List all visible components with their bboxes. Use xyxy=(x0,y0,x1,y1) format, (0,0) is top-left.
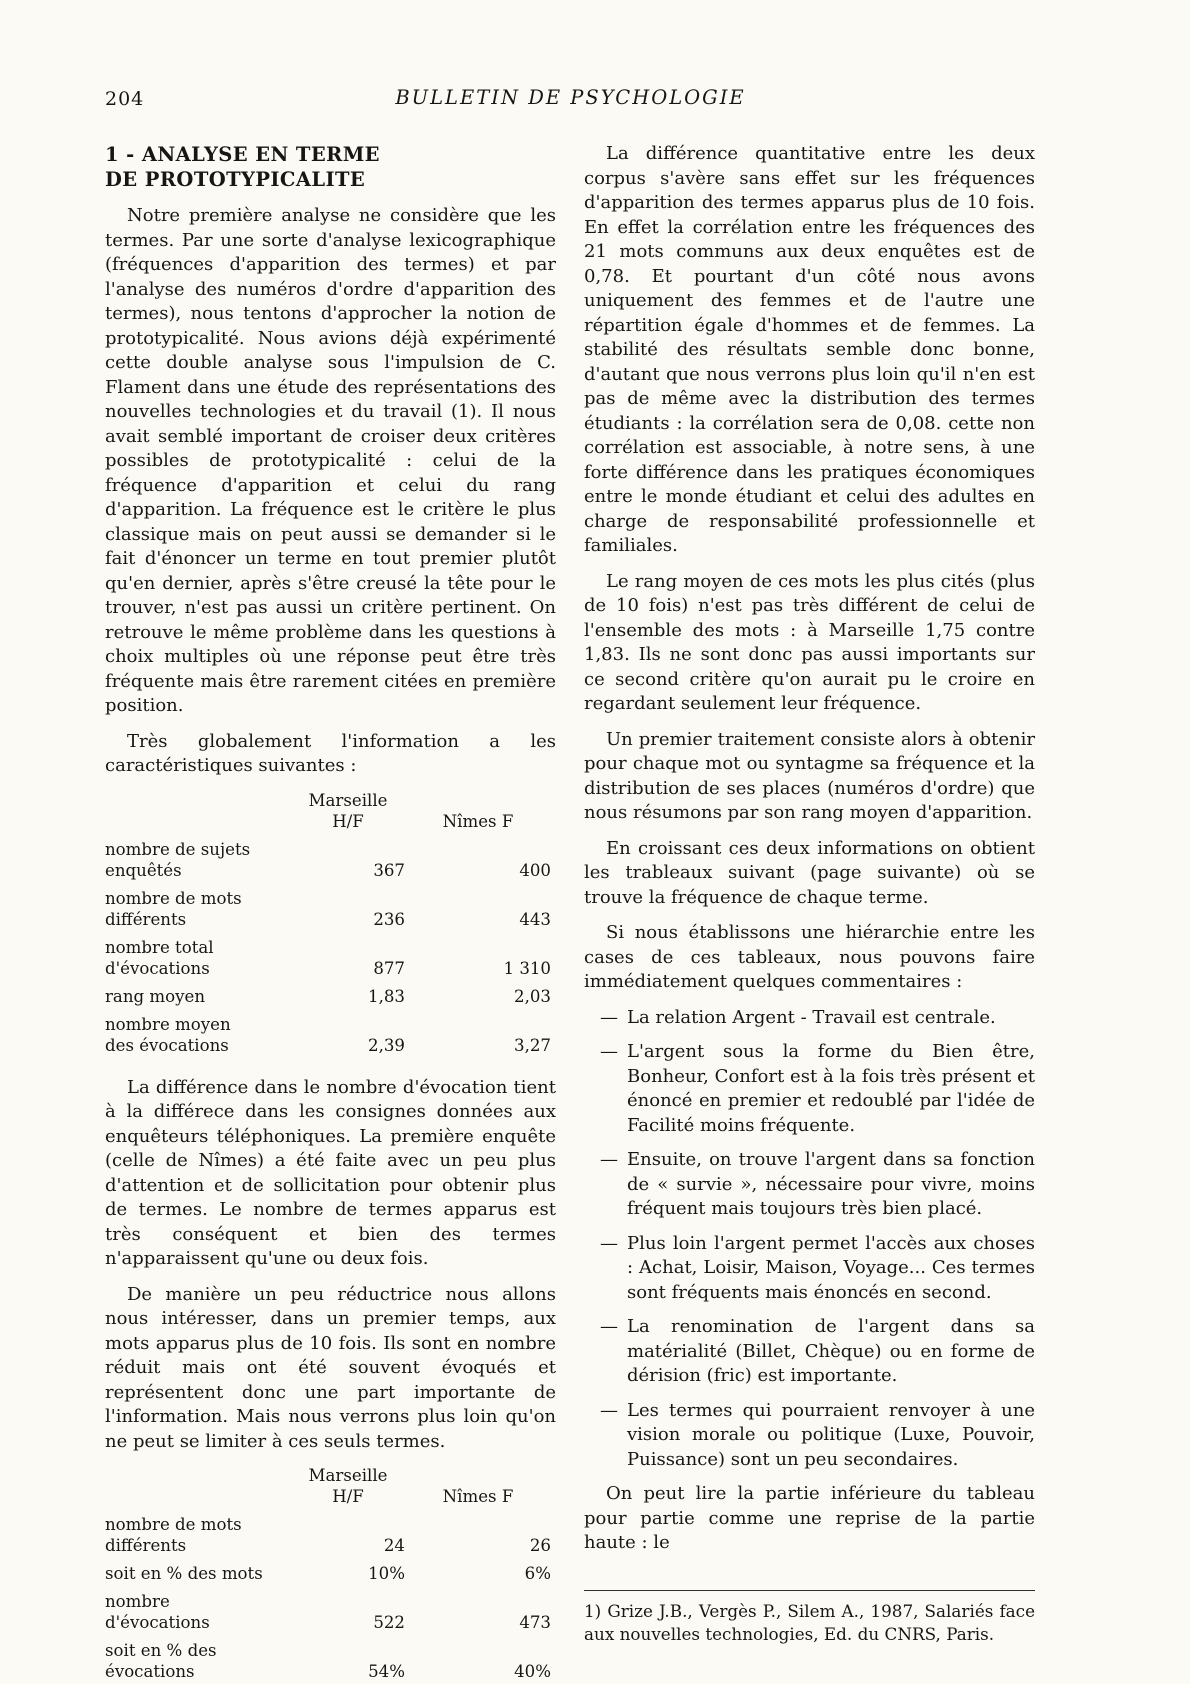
bullet-marker: — xyxy=(600,1316,618,1337)
table-label-line: différents xyxy=(105,1536,187,1555)
stats-table-1 xyxy=(105,790,556,1056)
table-label-line: nombre de mots xyxy=(105,1515,242,1534)
table-value: 2,03 xyxy=(514,986,551,1006)
table-label-line: évocations xyxy=(105,1662,195,1681)
paragraph: La différence dans le nombre d'évocation tient à la différece dans les consignes données aux enquêteurs téléphoniques. La première enquête (celle de Nîmes) a été faite avec un peu plus d'attention et de sollicitation pour obtenir plus de termes. Le nombre de termes apparus est très conséquent et bien des termes n'apparaissent qu'une ou deux fois. xyxy=(105,1076,556,1269)
table-label-line: enquêtés xyxy=(105,860,182,880)
section-heading xyxy=(105,142,556,192)
table-label-line: nombre de mots xyxy=(105,888,242,908)
bullet-item xyxy=(584,1006,1035,1031)
table-header-row xyxy=(105,790,556,832)
table-row xyxy=(105,1514,556,1556)
table-value: 40% xyxy=(514,1662,551,1681)
bullet-item xyxy=(584,1232,1035,1306)
table-label-line: nombre moyen xyxy=(105,1014,231,1034)
table-value: 236 xyxy=(373,909,405,929)
table-row xyxy=(105,888,556,930)
paragraph: La différence quantitative entre les deux corpus s'avère sans effet sur les fréquences d'apparition des termes apparus plus de 10 fois. En effet la corrélation entre les fréquences des 21 mots communs aux deux enquêtes est de 0,78. Et pourtant d'un côté nous avons uniquement des femmes et de l'autre une répartition égale d'hommes et de femmes. La stabilité des résultats semble donc bonne, d'autant que nous verrons plus loin qu'il n'en est pas de même avec la distribution des termes étudiants : la corrélation sera de 0,08. cette non corrélation est associable, à notre sens, à une forte différence dans les pratiques économiques entre le monde étudiant et celui des adultes en charge de responsabilité professionnelle et familiales. xyxy=(584,143,1035,556)
table-label-line: d'évocations xyxy=(105,958,210,978)
bullet-item xyxy=(584,1315,1035,1389)
section-heading-line1: 1 - ANALYSE EN TERME xyxy=(105,143,380,166)
bullet-text: La renomination de l'argent dans sa matérialité (Billet, Chèque) ou en forme de dérision (fric) est importante. xyxy=(627,1316,1035,1386)
table-value: 24 xyxy=(383,1536,405,1555)
bullet-item xyxy=(584,1040,1035,1138)
table-label xyxy=(105,1514,291,1556)
table-header-col1: Marseille H/F xyxy=(308,1466,388,1506)
table-value: 26 xyxy=(529,1536,551,1555)
paragraph: Notre première analyse ne considère que les termes. Par une sorte d'analyse lexicographique (fréquences d'apparition des termes) et par l'analyse des numéros d'ordre d'apparition des termes), nous tentons d'approcher la notion de prototypicalité. Nous avions déjà expérimenté cette double analyse sous l'impulsion de C. Flament dans une étude des représentations des nouvelles technologies et du travail (1). Il nous avait semblé important de croiser deux critères possibles de prototypicalité : celui de la fréquence d'apparition et celui du rang d'apparition. La fréquence est le critère le plus classique mais on peut aussi se demander si le fait d'énoncer un terme en tout premier plutôt qu'en dernier, après s'être creusé la tête pour le trouver, n'est pas aussi un critère pertinent. On retrouve le même problème dans les questions à choix multiples où une réponse peut être très fréquente mais être rarement citées en première position. xyxy=(105,205,556,716)
table-row xyxy=(105,986,556,1007)
table-header-col2: Nîmes F xyxy=(442,1487,514,1506)
table-label xyxy=(105,1591,291,1633)
table-value: 54% xyxy=(368,1662,405,1681)
table-label xyxy=(105,888,291,930)
footnote: 1) Grize J.B., Vergès P., Silem A., 1987, Salariés face aux nouvelles technologies, Ed. du CNRS, Paris. xyxy=(584,1590,1035,1646)
table-label xyxy=(105,839,291,881)
table-row xyxy=(105,1591,556,1633)
page-number: 204 xyxy=(105,88,145,110)
table-label xyxy=(105,986,291,1007)
paragraph: En croissant ces deux informations on obtient les trableaux suivant (page suivante) où se trouve la fréquence de chaque terme. xyxy=(584,837,1035,908)
stats-table-2 xyxy=(105,1465,556,1682)
table-value: 1,83 xyxy=(368,986,405,1006)
table-value: 3,27 xyxy=(514,1035,551,1055)
table-row xyxy=(105,937,556,979)
table-value: 522 xyxy=(373,1613,405,1632)
table-row xyxy=(105,1640,556,1682)
table-label-line: nombre xyxy=(105,1592,170,1611)
table-label-line: différents xyxy=(105,909,187,929)
table-label-line: nombre de sujets xyxy=(105,839,251,859)
table-value: 2,39 xyxy=(368,1035,405,1055)
bullet-marker: — xyxy=(600,1149,618,1170)
bullet-marker: — xyxy=(600,1006,618,1028)
table-header-col2: Nîmes F xyxy=(442,811,514,831)
bullet-text: Ensuite, on trouve l'argent dans sa fonction de « survie », nécessaire pour vivre, moins fréquent mais toujours très bien placé. xyxy=(627,1149,1035,1219)
two-column-layout xyxy=(105,142,1036,1684)
table-value: 367 xyxy=(373,860,405,880)
table-value: 1 310 xyxy=(503,958,551,978)
right-column xyxy=(584,142,1035,1646)
bullet-text: Les termes qui pourraient renvoyer à une vision morale ou politique (Luxe, Pouvoir, Puissance) sont un peu secondaires. xyxy=(627,1399,1035,1470)
bullet-list xyxy=(584,1006,1035,1473)
table-value: 877 xyxy=(373,958,405,978)
table-label-line: soit en % des xyxy=(105,1641,217,1660)
table-label xyxy=(105,1014,291,1056)
table-value: 443 xyxy=(519,909,551,929)
bullet-marker: — xyxy=(600,1041,618,1062)
table-value: 400 xyxy=(519,860,551,880)
paragraph: Très globalement l'information a les caractéristiques suivantes : xyxy=(105,730,556,776)
journal-title: BULLETIN DE PSYCHOLOGIE xyxy=(395,86,746,109)
table-header-row xyxy=(105,1465,556,1507)
bullet-text: Plus loin l'argent permet l'accès aux choses : Achat, Loisir, Maison, Voyage... Ces termes sont fréquents mais énoncés en second. xyxy=(627,1232,1035,1303)
paragraph: De manière un peu réductrice nous allons nous intéresser, dans un premier temps, aux mots apparus plus de 10 fois. Ils sont en nombre réduit mais ont été souvent évoqués et représentent donc une part importante de l'information. Mais nous verrons plus loin qu'on ne peut se limiter à ces seuls termes. xyxy=(105,1283,556,1452)
table-label xyxy=(105,937,291,979)
paragraph: Un premier traitement consiste alors à obtenir pour chaque mot ou syntagme sa fréquence et la distribution de ses places (numéros d'ordre) que nous résumons par son rang moyen d'apparition. xyxy=(584,728,1035,823)
bullet-marker: — xyxy=(600,1399,618,1421)
table-label xyxy=(105,1563,291,1584)
table-label-line: d'évocations xyxy=(105,1613,210,1632)
table-label-line: nombre total xyxy=(105,937,214,957)
table-label xyxy=(105,1640,291,1682)
page-header xyxy=(105,86,1036,114)
bullet-item xyxy=(584,1399,1035,1473)
table-row xyxy=(105,1014,556,1056)
table-row xyxy=(105,839,556,881)
section-heading-line2: DE PROTOTYPICALITE xyxy=(105,168,366,191)
paragraph: On peut lire la partie inférieure du tableau pour partie comme une reprise de la partie haute : le xyxy=(584,1483,1035,1553)
left-column xyxy=(105,142,556,1684)
bullet-item xyxy=(584,1148,1035,1222)
table-label-line: rang moyen xyxy=(105,986,206,1006)
paragraph: Le rang moyen de ces mots les plus cités (plus de 10 fois) n'est pas très différent de celui de l'ensemble des mots : à Marseille 1,75 contre 1,83. Ils ne sont donc pas aussi importants sur ce second critère qu'on aurait pu le croire en regardant seulement leur fréquence. xyxy=(584,570,1035,714)
table-row xyxy=(105,1563,556,1584)
table-header-col1: Marseille H/F xyxy=(308,790,388,831)
bullet-text: La relation Argent - Travail est centrale. xyxy=(627,1006,996,1028)
table-label-line: soit en % des mots xyxy=(105,1564,263,1583)
table-value: 6% xyxy=(524,1564,551,1583)
bullet-text: L'argent sous la forme du Bien être, Bonheur, Confort est à la fois très présent et énoncé en premier et redoublé par l'idée de Facilité moins fréquente. xyxy=(627,1041,1035,1136)
paragraph: Si nous établissons une hiérarchie entre les cases de ces tableaux, nous pouvons faire immédiatement quelques commentaires : xyxy=(584,922,1035,992)
bullet-marker: — xyxy=(600,1232,618,1254)
table-value: 473 xyxy=(519,1613,551,1632)
table-value: 10% xyxy=(368,1564,405,1583)
table-label-line: des évocations xyxy=(105,1035,229,1055)
